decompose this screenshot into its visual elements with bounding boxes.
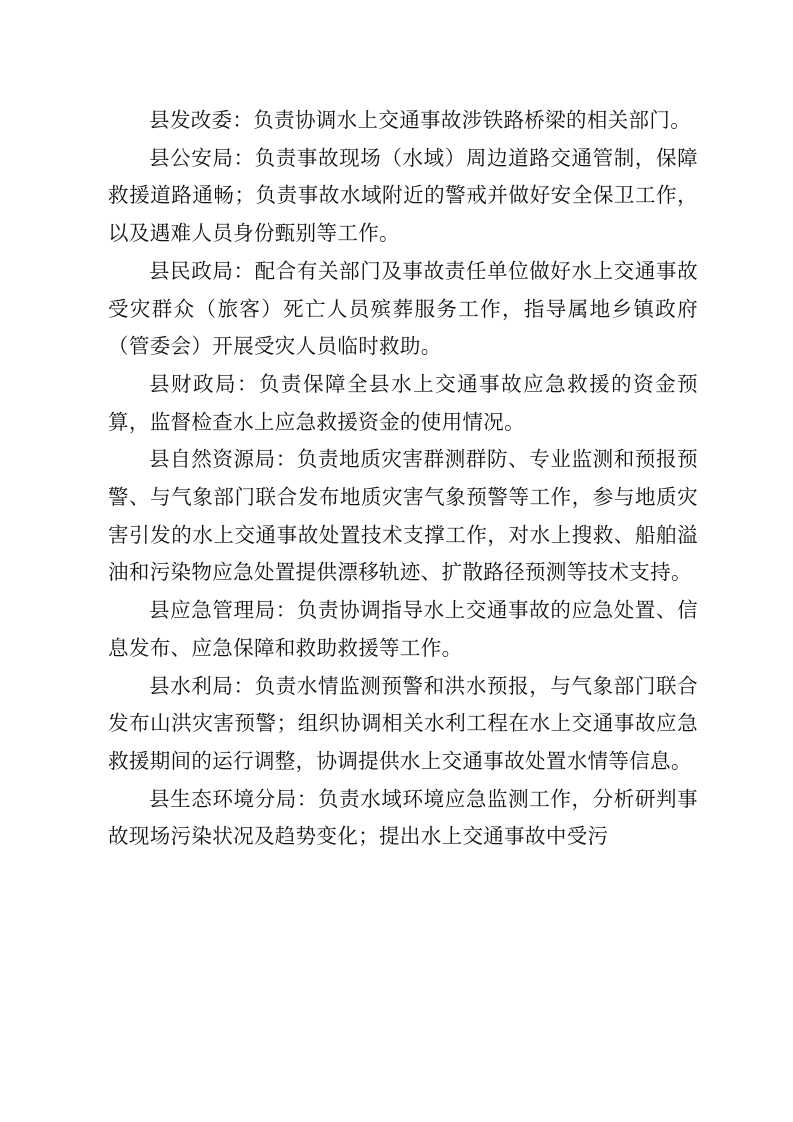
paragraph-ziranziyuanju: 县自然资源局：负责地质灾害群测群防、专业监测和预报预警、与气象部门联合发布地质灾害气象预警等工作，参与地质灾害引发的水上交通事故处置技术支撑工作，对水上搜救、船舶溢油和污染物应急处置提供漂移轨迹、扩散路径预测等技术支持。 <box>108 447 698 585</box>
paragraph-gonganju: 县公安局：负责事故现场（水域）周边道路交通管制，保障救援道路通畅；负责事故水域附近的警戒并做好安全保卫工作，以及遇难人员身份甄别等工作。 <box>108 145 698 246</box>
paragraph-fagaiwei: 县发改委：负责协调水上交通事故涉铁路桥梁的相关部门。 <box>149 108 692 132</box>
paragraph-caizhengju: 县财政局：负责保障全县水上交通事故应急救援的资金预算，监督检查水上应急救援资金的使用情况。 <box>108 371 698 434</box>
document-page <box>108 102 698 856</box>
paragraph-shuiliju: 县水利局：负责水情监测预警和洪水预报，与气象部门联合发布山洪灾害预警；组织协调相关水利工程在水上交通事故应急救援期间的运行调整，协调提供水上交通事故处置水情等信息。 <box>108 673 698 773</box>
paragraph-shengtaihuanjingfenju: 县生态环境分局：负责水域环境应急监测工作，分析研判事故现场污染状况及趋势变化；提出水上交通事故中受污 <box>108 786 698 849</box>
paragraph-minzhengju: 县民政局：配合有关部门及事故责任单位做好水上交通事故受灾群众（旅客）死亡人员殡葬服务工作，指导属地乡镇政府（管委会）开展受灾人员临时救助。 <box>108 258 698 359</box>
paragraph-yingjiguanliju: 县应急管理局：负责协调指导水上交通事故的应急处置、信息发布、应急保障和救助救援等工作。 <box>108 598 698 660</box>
